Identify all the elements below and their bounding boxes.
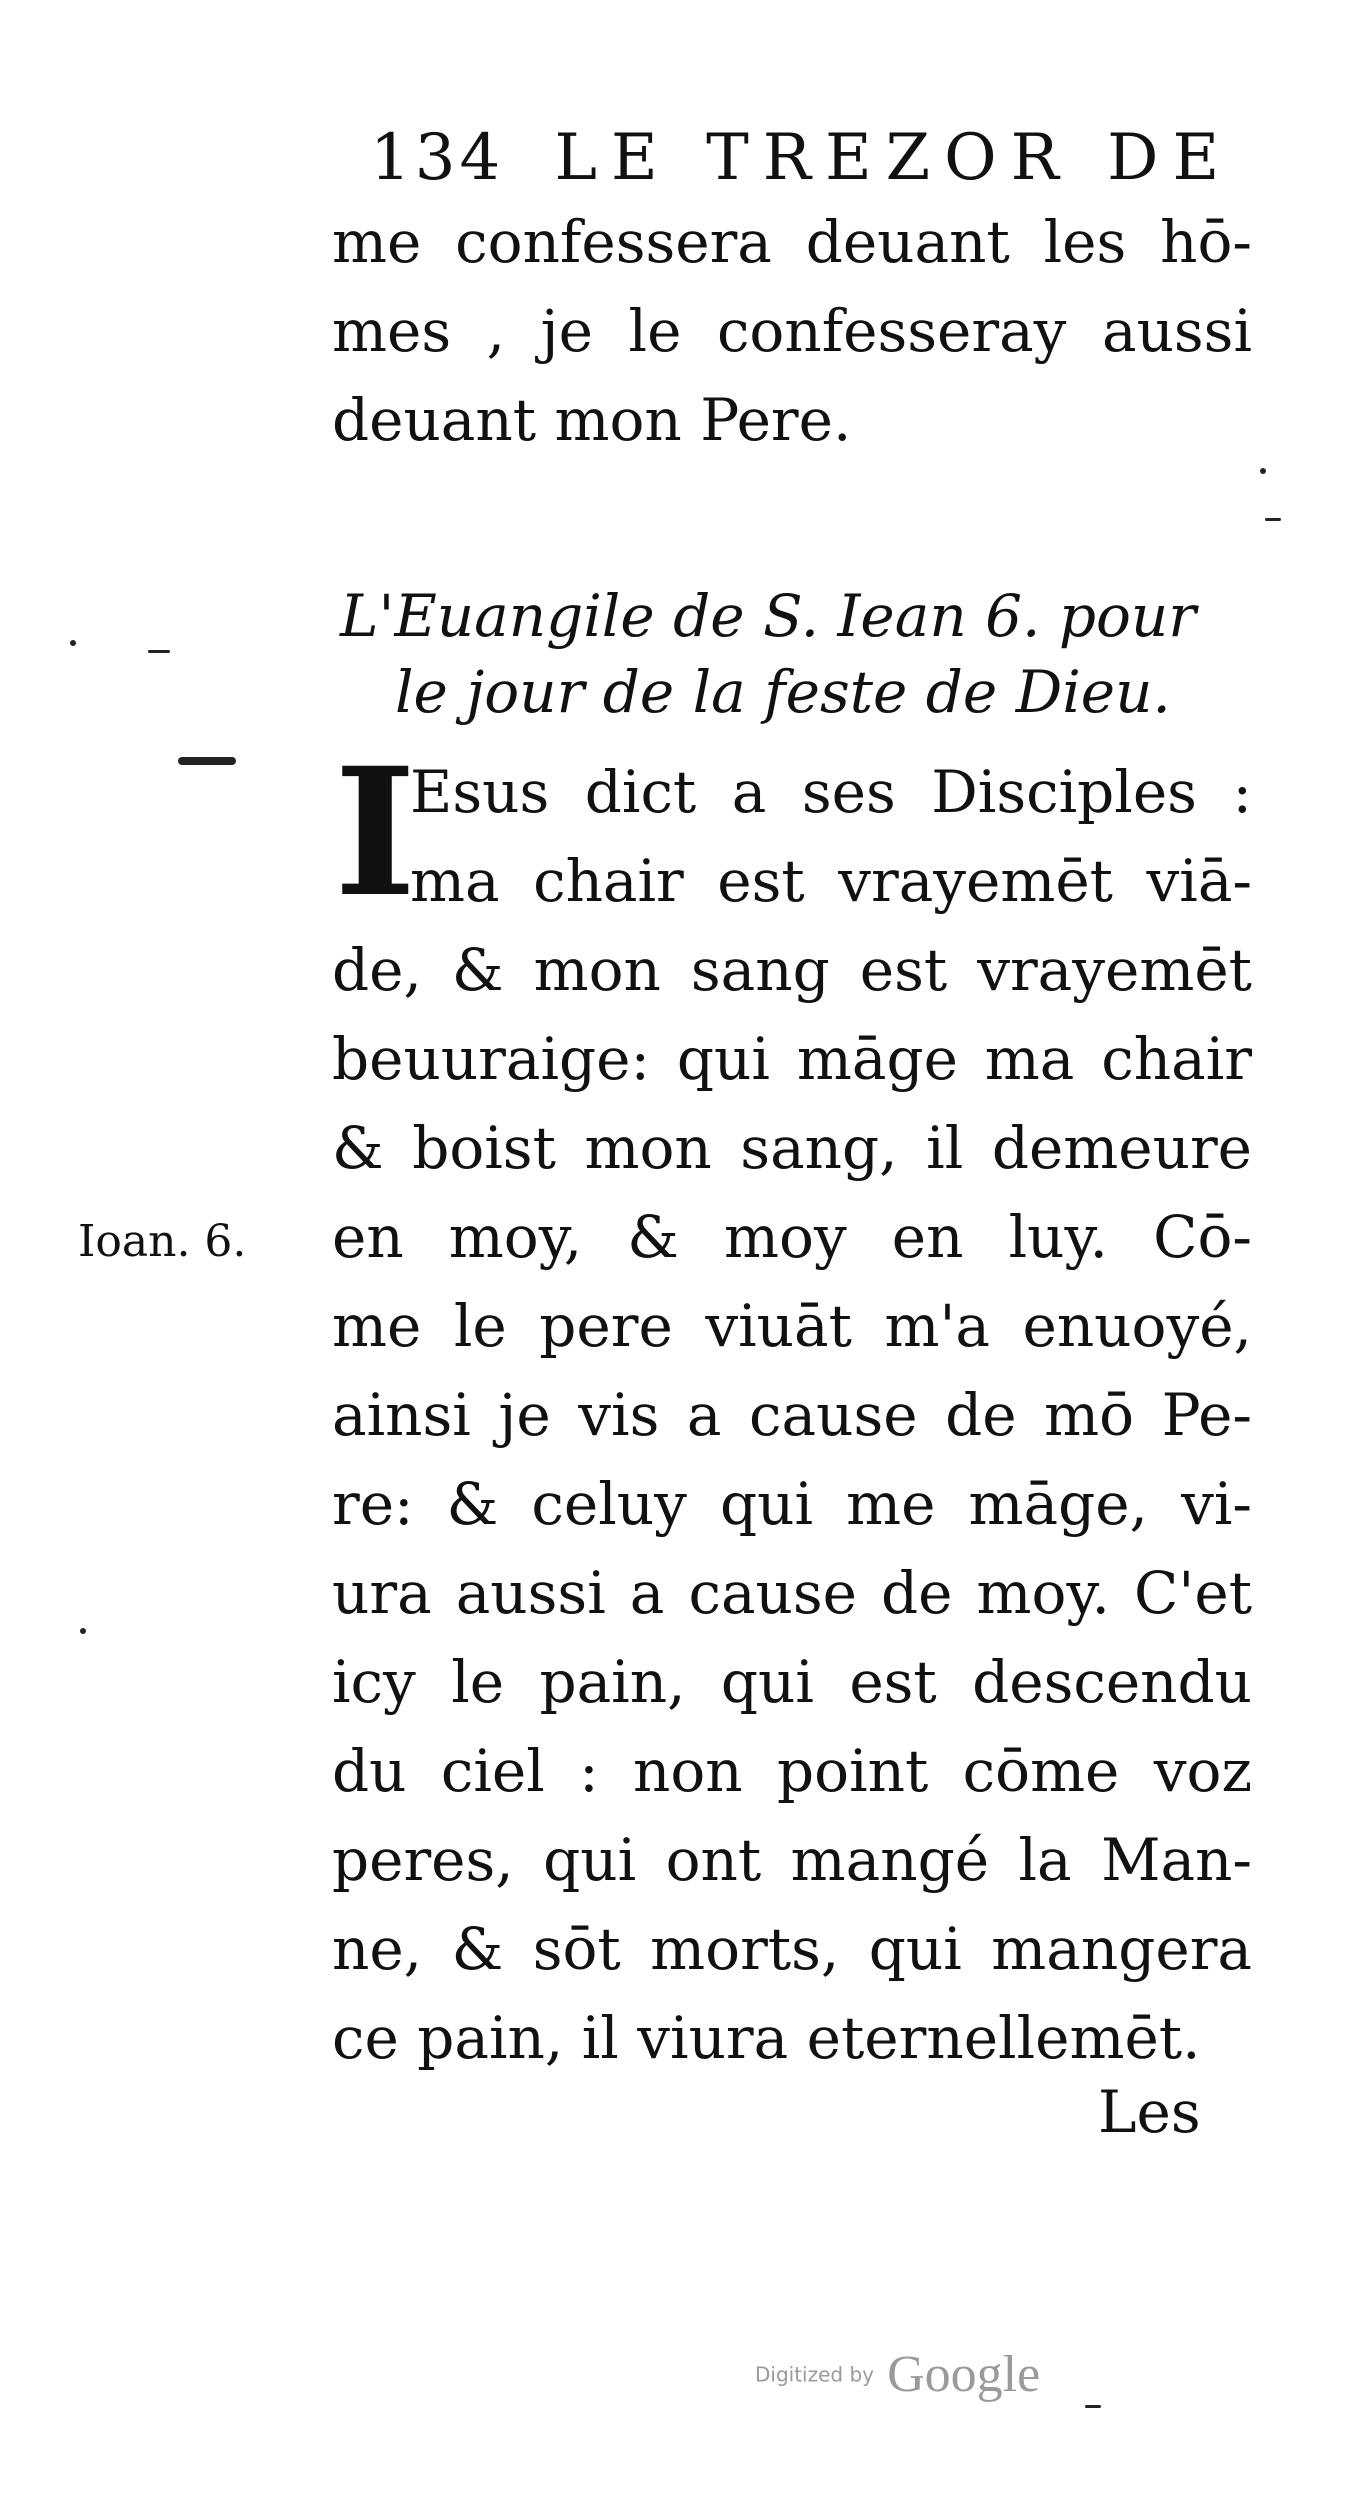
gospel-paragraph: [332, 729, 1252, 2083]
heading-line: le jour de la feste de Dieu.: [395, 658, 1171, 726]
text-line: beuuraige: qui māge ma chair: [332, 1025, 1252, 1093]
text-line: du ciel : non point cōme voz: [332, 1737, 1252, 1805]
text-line: mes , je le confesseray aussi: [332, 297, 1252, 365]
watermark-prefix: Digitized by: [755, 2362, 874, 2387]
print-speck: [178, 757, 236, 765]
print-speck: [70, 640, 76, 646]
print-speck: [1260, 468, 1266, 474]
print-speck: [80, 1628, 86, 1634]
text-line: & boist mon sang, il demeure: [332, 1114, 1252, 1182]
print-speck: [148, 650, 170, 653]
text-line: me confessera deuant les hō-: [332, 208, 1252, 276]
text-line: peres, qui ont mangé la Man-: [332, 1826, 1252, 1894]
print-speck: [1085, 2405, 1101, 2408]
page-header: [370, 118, 1250, 198]
text-line: re: & celuy qui me māge, vi-: [332, 1470, 1252, 1538]
text-line: ce pain, il viura eternellemēt.: [332, 2004, 1201, 2072]
running-title: LE TREZOR DE: [554, 121, 1234, 195]
print-speck: [1265, 518, 1281, 521]
text-line: deuant mon Pere.: [332, 386, 852, 454]
catchword: Les: [1098, 2078, 1201, 2146]
section-heading: [340, 578, 1260, 730]
text-line: icy le pain, qui est descendu: [332, 1648, 1252, 1716]
text-line: Esus dict a ses Disciples :: [410, 758, 1252, 826]
text-line: me le pere viuāt m'a enuoyé,: [332, 1292, 1252, 1360]
text-line: ma chair est vrayemēt viā-: [410, 847, 1252, 915]
heading-line: L'Euangile de S. Iean 6. pour: [340, 582, 1197, 650]
text-line: en moy, & moy en luy. Cō-: [332, 1203, 1252, 1271]
text-line: de, & mon sang est vrayemēt: [332, 936, 1252, 1004]
page-number: 134: [370, 121, 505, 195]
drop-cap-initial: I: [334, 729, 417, 936]
text-line: ne, & sōt morts, qui mangera: [332, 1915, 1252, 1983]
text-line: ainsi je vis a cause de mō Pe-: [332, 1381, 1252, 1449]
text-line: ura aussi a cause de moy. C'et: [332, 1559, 1252, 1627]
opening-paragraph: [332, 198, 1252, 465]
watermark-brand: Google: [887, 2346, 1041, 2403]
margin-reference: Ioan. 6.: [78, 1216, 247, 1267]
digitization-watermark: [755, 2345, 1040, 2404]
